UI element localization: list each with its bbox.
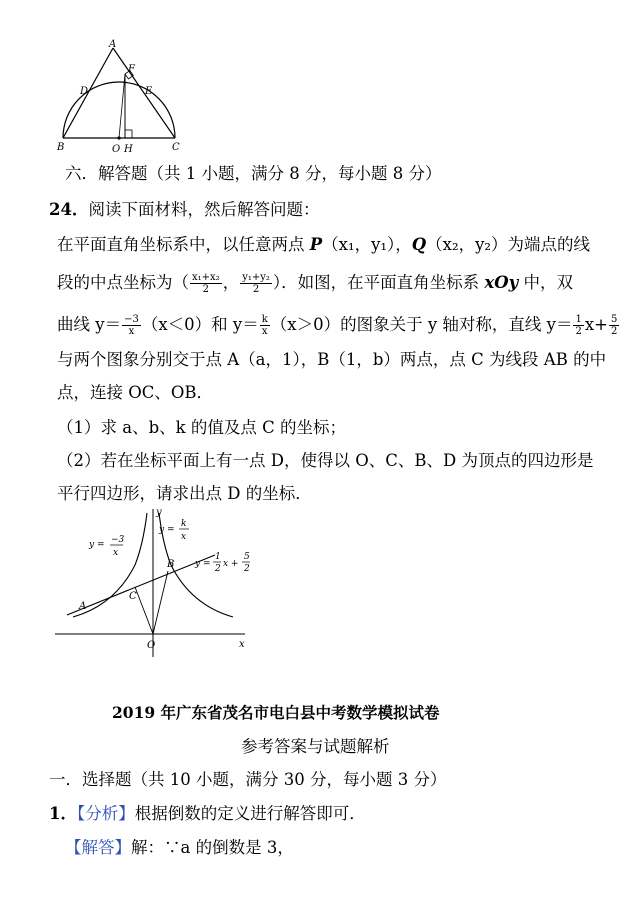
frac-num: x₁+x₂ xyxy=(192,272,220,283)
frac-num: −3 xyxy=(124,314,139,325)
midpoint-x-fraction xyxy=(190,272,222,295)
p2-text-c: 中，双 xyxy=(518,273,573,292)
section-six-heading: 六．解答题（共 1 小题，满分 8 分，每小题 8 分） xyxy=(65,164,442,183)
frac-num: 5 xyxy=(610,314,618,325)
q24-sub2a: （2）若在坐标平面上有一点 D，使得以 O、C、B、D 为顶点的四边形是 xyxy=(57,451,594,470)
right-angle-mark xyxy=(125,130,132,138)
p3-text-d: x+ xyxy=(584,315,608,334)
label-a: A xyxy=(109,39,117,50)
p1-text-c: （x₂，y₂）为端点的线 xyxy=(426,235,591,254)
label-o: O xyxy=(112,144,121,155)
answer-section-one: 一．选择题（共 10 小题，满分 30 分，每小题 3 分） xyxy=(49,770,447,789)
q24-sub1: （1）求 a、b、k 的值及点 C 的坐标； xyxy=(57,418,346,437)
frac-den: x xyxy=(128,326,135,337)
p1-text-a: 在平面直角坐标系中，以任意两点 xyxy=(57,235,310,254)
solution-tag: 【解答】 xyxy=(65,838,131,857)
triangle-semicircle-figure xyxy=(55,38,185,158)
graph-left-label-num: −3 xyxy=(111,535,125,545)
graph-right-label-num: k xyxy=(181,519,187,529)
frac-den: x xyxy=(261,326,268,337)
graph-x-axis-label: x xyxy=(239,639,245,650)
frac-den: 2 xyxy=(252,284,260,295)
left-hyperbola-fraction xyxy=(122,314,141,337)
p3-text-b: （x＜0）和 y＝ xyxy=(141,315,259,334)
p2-text-a: 段的中点坐标为（ xyxy=(57,273,189,292)
graph-line-label-d2: 2 xyxy=(244,564,250,574)
segment-of xyxy=(119,74,125,138)
q24-intro-text: 阅读下面材料，然后解答问题： xyxy=(88,200,320,219)
p2-text-b: ）．如图，在平面直角坐标系 xyxy=(272,273,485,292)
side-ac xyxy=(113,48,175,138)
p3-text-c: （x＞0）的图象关于 y 轴对称，直线 y＝ xyxy=(270,315,573,334)
straight-line xyxy=(67,555,215,615)
graph-y-axis-label: y xyxy=(156,507,162,518)
graph-line-label-d1: 2 xyxy=(215,564,221,574)
xoy-label: xOy xyxy=(484,273,519,292)
graph-line-label-b: x + xyxy=(223,559,239,569)
answer-subtitle: 参考答案与试题解析 xyxy=(241,737,390,756)
label-b: B xyxy=(57,142,65,153)
frac-den: 2 xyxy=(575,326,582,337)
frac-den: 2 xyxy=(610,326,618,337)
intercept-fraction xyxy=(609,314,619,337)
answer-q1-solution xyxy=(65,838,294,858)
q24-para1 xyxy=(57,235,590,255)
answer-q1-analysis xyxy=(49,804,366,824)
segment-ob xyxy=(153,571,168,634)
p3-text-a: 曲线 y＝ xyxy=(57,315,122,334)
segment-oc xyxy=(135,587,153,634)
p1-text-b: （x₁，y₁）， xyxy=(322,235,412,254)
right-hyperbola-fraction xyxy=(260,314,270,337)
point-o xyxy=(117,136,120,139)
label-f: F xyxy=(128,64,135,75)
graph-right-label-den: x xyxy=(181,532,187,542)
solution-text: 解：∵a 的倒数是 3， xyxy=(131,838,294,857)
graph-origin-label: O xyxy=(147,640,156,651)
label-h: H xyxy=(124,144,133,155)
graph-left-label-y: y = xyxy=(89,540,105,550)
graph-point-c: C xyxy=(129,591,137,602)
frac-num: y₁+y₂ xyxy=(242,272,270,283)
q24-number: 24． xyxy=(49,200,89,219)
p2-comma: ， xyxy=(222,273,240,292)
graph-point-a: A xyxy=(79,601,87,612)
frac-den: 2 xyxy=(202,284,210,295)
label-d: D xyxy=(80,86,89,97)
graph-point-b: B xyxy=(167,559,175,570)
q24-para4: 与两个图象分别交于点 A（a，1），B（1，b）两点，点 C 为线段 AB 的中 xyxy=(57,350,607,369)
q24-para5: 点，连接 OC、OB． xyxy=(57,383,214,402)
label-c: C xyxy=(172,142,180,153)
graph-left-label-den: x xyxy=(113,548,119,558)
q24-para2 xyxy=(57,272,573,295)
midpoint-y-fraction xyxy=(240,272,272,295)
point-q: Q xyxy=(411,235,427,254)
label-e: E xyxy=(145,86,153,97)
graph-line-label-n1: 1 xyxy=(215,552,221,562)
q24-para3 xyxy=(57,314,620,337)
answer-title: 2019 年广东省茂名市电白县中考数学模拟试卷 xyxy=(112,703,440,722)
analysis-tag: 【分析】 xyxy=(76,804,135,823)
answer-q1-number: 1． xyxy=(49,804,77,823)
frac-num: 1 xyxy=(575,314,582,325)
graph-line-label-n2: 5 xyxy=(244,552,250,562)
frac-num: k xyxy=(261,314,268,325)
analysis-text: 根据倒数的定义进行解答即可． xyxy=(134,804,366,823)
point-p: P xyxy=(309,235,323,254)
graph-right-label-y: y = xyxy=(159,525,175,535)
slope-fraction xyxy=(573,314,583,337)
q24-sub2b: 平行四边形，请求出点 D 的坐标． xyxy=(57,484,312,503)
q24-intro xyxy=(49,200,319,220)
hyperbola-line-graph xyxy=(55,505,255,660)
graph-line-label-a: y = xyxy=(195,559,211,569)
